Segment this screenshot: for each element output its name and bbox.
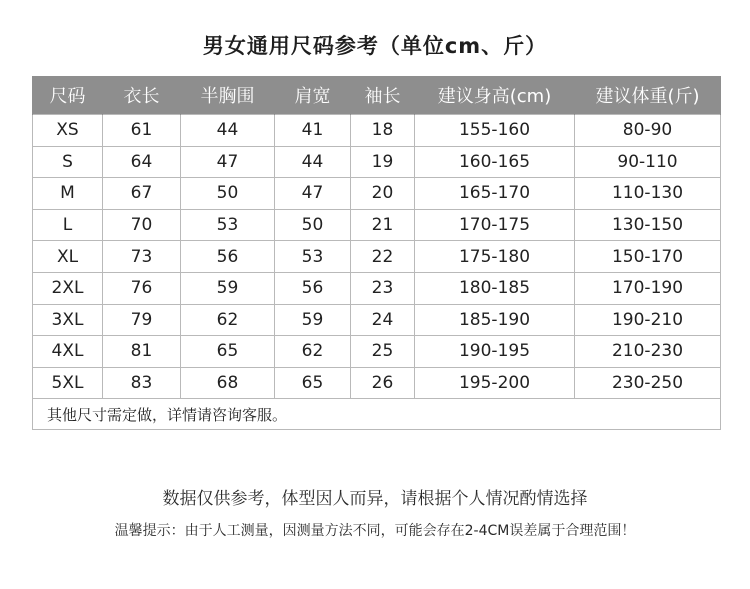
cell-half-chest: 53 [181,209,275,241]
cell-shoulder: 59 [275,304,351,336]
page-title: 男女通用尺码参考（单位cm、斤） [202,34,548,58]
cell-length: 67 [103,178,181,210]
cell-height: 180-185 [415,272,575,304]
header-shoulder: 肩宽 [275,76,351,115]
cell-length: 76 [103,272,181,304]
cell-weight: 150-170 [575,241,721,273]
cell-half-chest: 68 [181,367,275,399]
header-size: 尺码 [33,76,103,115]
cell-height: 165-170 [415,178,575,210]
cell-length: 83 [103,367,181,399]
size-chart-table [32,76,721,430]
cell-sleeve: 19 [351,146,415,178]
cell-height: 195-200 [415,367,575,399]
table-row [33,367,721,399]
cell-half-chest: 44 [181,115,275,147]
cell-weight: 230-250 [575,367,721,399]
cell-length: 70 [103,209,181,241]
cell-size: 2XL [33,272,103,304]
cell-sleeve: 24 [351,304,415,336]
cell-size: 3XL [33,304,103,336]
cell-size: XL [33,241,103,273]
cell-half-chest: 50 [181,178,275,210]
header-sleeve: 袖长 [351,76,415,115]
cell-length: 61 [103,115,181,147]
cell-shoulder: 47 [275,178,351,210]
cell-height: 175-180 [415,241,575,273]
cell-half-chest: 62 [181,304,275,336]
cell-shoulder: 50 [275,209,351,241]
cell-height: 155-160 [415,115,575,147]
table-row [33,146,721,178]
cell-sleeve: 23 [351,272,415,304]
cell-weight: 80-90 [575,115,721,147]
cell-weight: 130-150 [575,209,721,241]
table-row [33,115,721,147]
cell-weight: 110-130 [575,178,721,210]
cell-sleeve: 22 [351,241,415,273]
cell-half-chest: 47 [181,146,275,178]
header-weight: 建议体重(斤) [575,76,721,115]
table-row [33,209,721,241]
cell-height: 185-190 [415,304,575,336]
cell-length: 81 [103,336,181,368]
table-row [33,272,721,304]
cell-size: L [33,209,103,241]
cell-height: 190-195 [415,336,575,368]
measurement-tip: 温馨提示：由于人工测量，因测量方法不同，可能会存在2-4CM误差属于合理范围！ [114,523,636,539]
table-row [33,178,721,210]
table-row [33,241,721,273]
cell-length: 73 [103,241,181,273]
table-row [33,304,721,336]
cell-sleeve: 21 [351,209,415,241]
cell-half-chest: 65 [181,336,275,368]
cell-shoulder: 53 [275,241,351,273]
cell-size: 5XL [33,367,103,399]
cell-sleeve: 18 [351,115,415,147]
cell-shoulder: 44 [275,146,351,178]
cell-half-chest: 56 [181,241,275,273]
header-half-chest: 半胸围 [181,76,275,115]
cell-shoulder: 65 [275,367,351,399]
table-note-row [33,399,721,430]
cell-size: XS [33,115,103,147]
cell-height: 170-175 [415,209,575,241]
table-row [33,336,721,368]
custom-size-note: 其他尺寸需定做，详情请咨询客服。 [33,399,721,430]
header-height: 建议身高(cm) [415,76,575,115]
cell-size: 4XL [33,336,103,368]
header-length: 衣长 [103,76,181,115]
cell-height: 160-165 [415,146,575,178]
cell-sleeve: 20 [351,178,415,210]
cell-shoulder: 41 [275,115,351,147]
cell-half-chest: 59 [181,272,275,304]
cell-weight: 190-210 [575,304,721,336]
cell-weight: 90-110 [575,146,721,178]
cell-length: 64 [103,146,181,178]
cell-sleeve: 25 [351,336,415,368]
cell-size: M [33,178,103,210]
cell-size: S [33,146,103,178]
cell-shoulder: 62 [275,336,351,368]
cell-sleeve: 26 [351,367,415,399]
reference-disclaimer: 数据仅供参考，体型因人而异，请根据个人情况酌情选择 [162,489,588,509]
table-header-row [33,76,721,115]
cell-weight: 210-230 [575,336,721,368]
cell-weight: 170-190 [575,272,721,304]
cell-shoulder: 56 [275,272,351,304]
cell-length: 79 [103,304,181,336]
